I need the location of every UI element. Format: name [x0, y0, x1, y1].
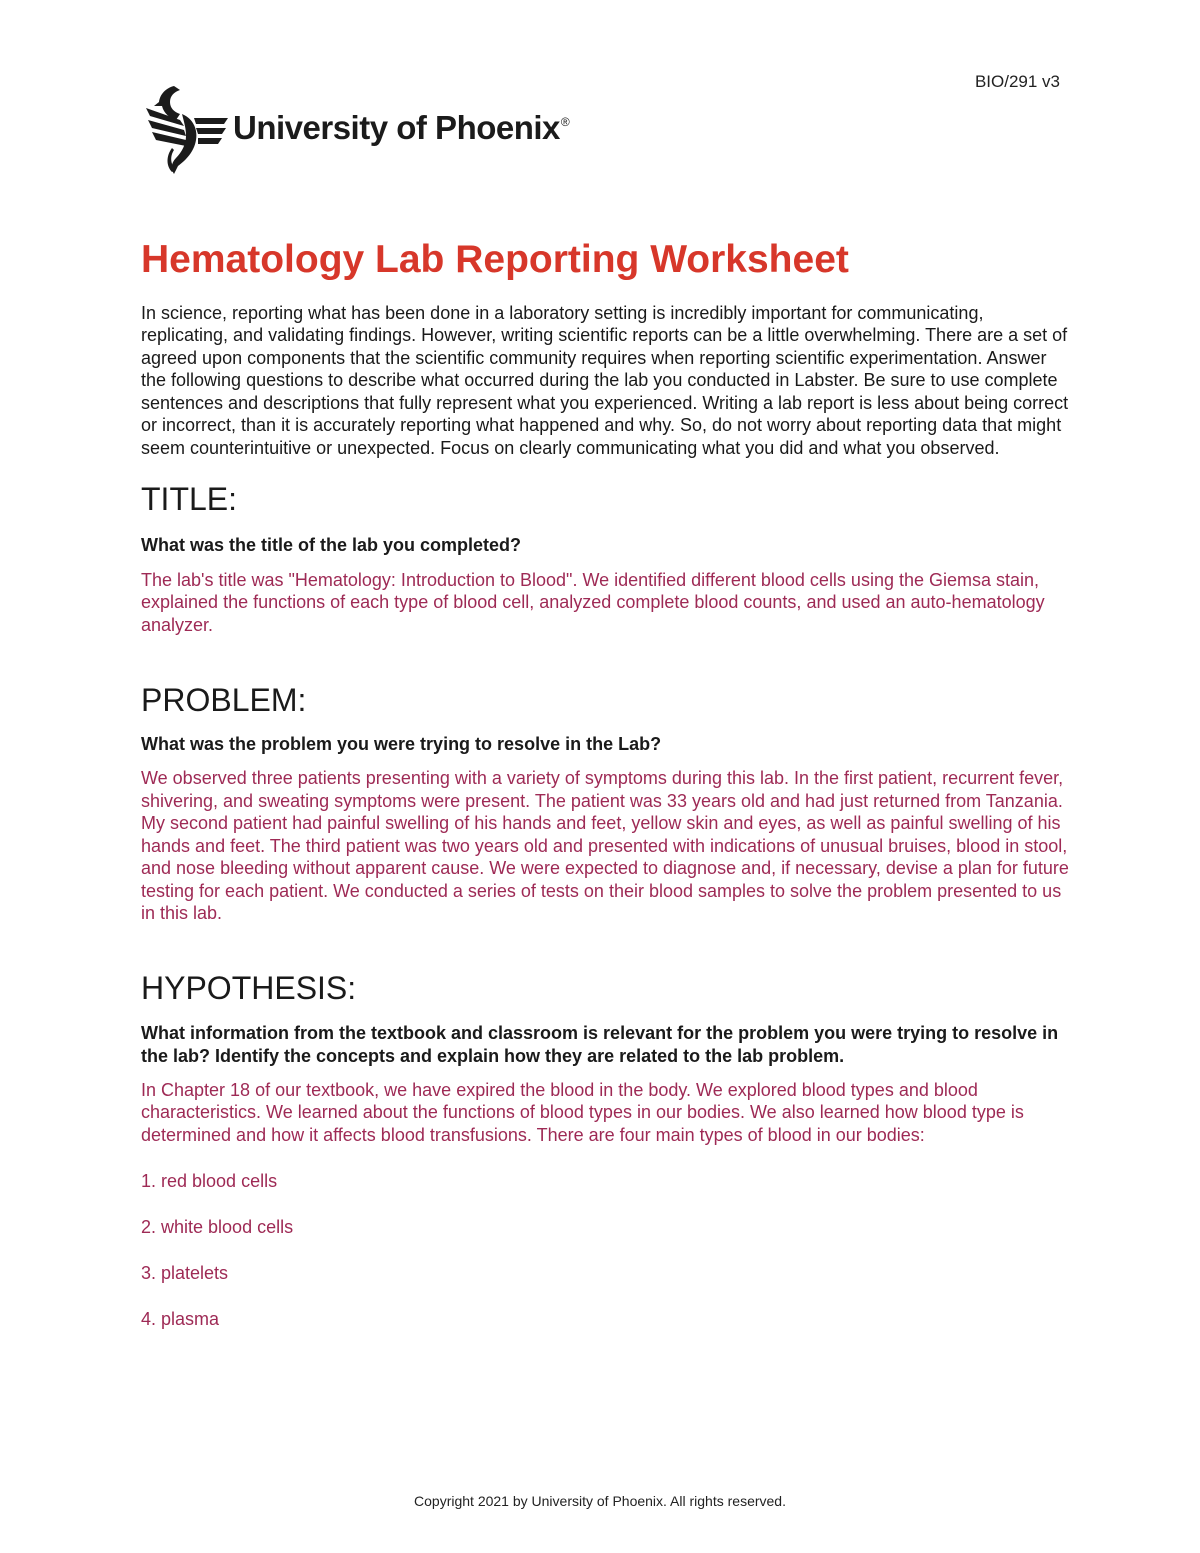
- problem-answer: We observed three patients presenting with a variety of symptoms during this lab. In the first patient, recurrent fever, shivering, and sweating symptoms were present. The patient was 33 years old and had just returned from Tanzania. My second patient had painful swelling of his hands and feet, yellow skin and eyes, as well as painful swelling of his hands and feet. The third patient was two years old and presented with indications of unusual bruises, blood in stool, and nose bleeding without apparent cause. We were expected to diagnose and, if necessary, devise a plan for future testing for each patient. We conducted a series of tests on their blood samples to solve the problem presented to us in this lab.: [141, 768, 1069, 924]
- hypothesis-answer: In Chapter 18 of our textbook, we have expired the blood in the body. We explored blood types and blood characteristics. We learned about the functions of blood types in our bodies. We also learned how blood type is determined and how it affects blood transfusions. There are four main types of blood in our bodies:: [141, 1079, 1024, 1145]
- problem-question: What was the problem you were trying to resolve in the Lab?: [141, 734, 662, 755]
- document-title: Hematology Lab Reporting Worksheet: [141, 238, 849, 281]
- hypothesis-question: What information from the textbook and classroom is relevant for the problem you were trying to resolve in the lab? Identify the concepts and explain how they are related to the lab problem.: [141, 1022, 1059, 1066]
- hypothesis-section-heading: HYPOTHESIS:: [141, 969, 357, 1006]
- phoenix-bird-icon: [144, 84, 228, 176]
- list-item: 1. red blood cells: [141, 1171, 278, 1192]
- list-item: 3. platelets: [141, 1263, 229, 1284]
- title-answer: The lab's title was "Hematology: Introduction to Blood". We identified different blood cells using the Giemsa stain, explained the functions of each type of blood cell, analyzed complete blood counts, and used an auto-hematology analyzer.: [141, 569, 1045, 635]
- registered-mark: ®: [560, 115, 570, 129]
- course-code: BIO/291 v3: [974, 72, 1060, 91]
- worksheet-content: [141, 238, 1071, 1330]
- title-question: What was the title of the lab you completed?: [141, 534, 522, 555]
- list-item: 4. plasma: [141, 1309, 220, 1330]
- problem-section-heading: PROBLEM:: [141, 682, 307, 719]
- list-item: 2. white blood cells: [141, 1217, 294, 1238]
- intro-paragraph: In science, reporting what has been done in a laboratory setting is incredibly important for communicating, replicating, and validating findings. However, writing scientific reports can be a little overwhelming. There are a set of agreed upon components that the scientific community requires when reporting scientific experimentation. Answer the following questions to describe what occurred during the lab you conducted in Labster. Be sure to use complete sentences and descriptions that fully represent what you experienced. Writing a lab report is less about being correct or incorrect, than it is accurately reporting what happened and why. So, do not worry about reporting data that might seem counterintuitive or unexpected. Focus on clearly communicating what you did and what you observed.: [141, 302, 1069, 458]
- copyright-footer: Copyright 2021 by University of Phoenix. All rights reserved.: [414, 1493, 786, 1509]
- title-section-heading: TITLE:: [141, 481, 238, 518]
- university-logo: [144, 84, 570, 176]
- logo-wordmark: University of Phoenix®: [233, 109, 570, 146]
